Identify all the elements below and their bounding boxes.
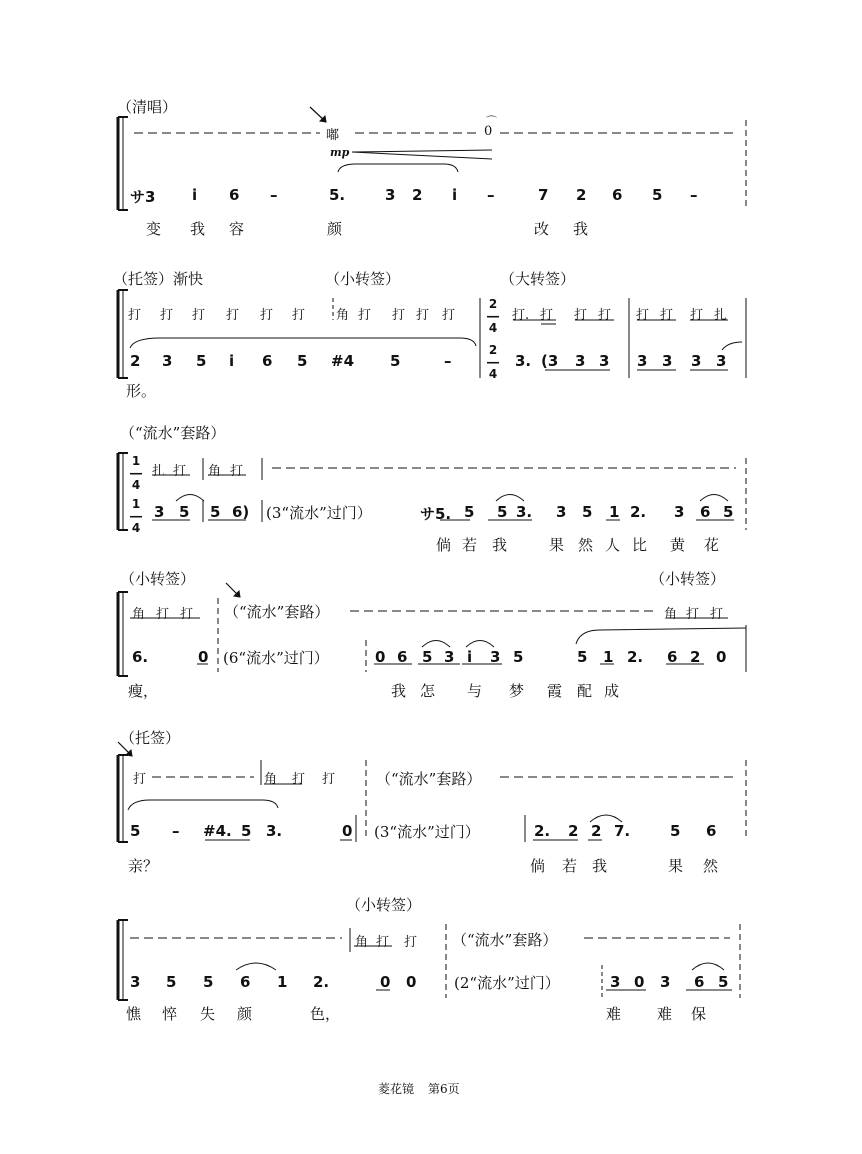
- percussion-syllable: 打: [192, 308, 206, 323]
- note: 5: [422, 648, 433, 666]
- note: i: [192, 186, 198, 204]
- interlude-label: (6“流水”过门）: [223, 649, 329, 667]
- lyric: 与: [467, 682, 483, 700]
- note: 3: [716, 352, 727, 370]
- lyric: 容: [229, 220, 245, 238]
- phrase-slur: [130, 338, 476, 348]
- percussion-syllable: 打: [230, 464, 244, 479]
- note: 2.: [313, 973, 330, 991]
- note: 3: [162, 352, 173, 370]
- note: 6: [706, 822, 717, 840]
- percussion-syllable: 打: [322, 772, 336, 787]
- lyric: 然: [703, 857, 719, 875]
- lyric: 变: [146, 220, 162, 238]
- percussion-syllable: 打: [392, 308, 406, 323]
- note: 0: [375, 648, 386, 666]
- note: 6: [262, 352, 273, 370]
- note: 0: [406, 973, 417, 991]
- note: 5: [723, 503, 734, 521]
- percussion-syllable: 打: [180, 607, 194, 622]
- percussion-syllable: 打: [358, 308, 372, 323]
- note: –: [444, 352, 452, 370]
- note: i: [452, 186, 458, 204]
- lyric: 倘: [436, 536, 452, 554]
- percussion-syllable: 打: [598, 308, 612, 323]
- system-bracket: [118, 453, 128, 530]
- note: 5: [179, 503, 190, 521]
- performance-label: （“流水”套路）: [120, 424, 226, 442]
- percussion-syllable: 打: [376, 935, 390, 950]
- note: 6: [229, 186, 240, 204]
- note: 3: [130, 973, 141, 991]
- note: 3: [154, 503, 165, 521]
- lyric: 倘: [530, 857, 546, 875]
- percussion-syllable: 角: [664, 607, 678, 622]
- percussion-syllable: 打: [160, 308, 174, 323]
- percussion-syllable: 角: [264, 772, 278, 787]
- note: 5: [718, 973, 729, 991]
- tie: [176, 495, 204, 502]
- note: 5: [241, 822, 252, 840]
- note: 0: [634, 973, 645, 991]
- note: 5.: [329, 186, 346, 204]
- note: 3: [599, 352, 610, 370]
- note: 5: [652, 186, 663, 204]
- lyric: 我: [190, 220, 206, 238]
- note: 2.: [630, 503, 647, 521]
- note: #4.: [203, 822, 232, 840]
- note: 3.: [516, 503, 533, 521]
- system-bracket: [118, 920, 128, 1000]
- tie: [722, 342, 742, 350]
- note: 2.: [534, 822, 551, 840]
- time-signature: 1 ― 4: [130, 454, 142, 492]
- note: 5: [464, 503, 475, 521]
- percussion-syllable: 扎: [152, 464, 166, 479]
- lyric: 我: [592, 857, 608, 875]
- percussion-syllable: 打: [260, 308, 274, 323]
- note: 3: [662, 352, 673, 370]
- tie: [590, 815, 622, 822]
- percussion-syllable: 打: [636, 308, 650, 323]
- note: 5: [196, 352, 207, 370]
- performance-label: （清唱）: [117, 98, 178, 116]
- note: 5: [582, 503, 593, 521]
- fermata-icon: ⌒: [486, 115, 497, 128]
- note: 5: [203, 973, 214, 991]
- note: 3: [637, 352, 648, 370]
- percussion-syllable: 打: [686, 607, 700, 622]
- percussion-syllable: 打: [226, 308, 240, 323]
- lyric: 改: [534, 220, 550, 238]
- note: 5: [577, 648, 588, 666]
- lyric: 亲？: [128, 857, 159, 875]
- note: 2: [576, 186, 587, 204]
- phrase-slur: [576, 628, 746, 644]
- note: –: [270, 186, 278, 204]
- percussion-syllable: 打: [690, 308, 704, 323]
- note: 3.: [266, 822, 283, 840]
- crescendo-hairpin: [352, 150, 492, 152]
- percussion-syllable: 打: [574, 308, 588, 323]
- note: 0: [716, 648, 727, 666]
- note: –: [172, 822, 180, 840]
- performance-label: （托签）渐快: [113, 270, 204, 288]
- lyric: 色，: [310, 1005, 341, 1023]
- note: 3: [610, 973, 621, 991]
- percussion-syllable: 打: [173, 464, 187, 479]
- percussion-syllable: 角: [336, 308, 350, 323]
- system-bracket: [118, 592, 128, 676]
- note: 2.: [627, 648, 644, 666]
- percussion-syllable: 打.: [512, 308, 530, 323]
- time-signature: 1 ― 4: [130, 497, 142, 535]
- percussion-syllable: 角: [208, 464, 222, 479]
- interlude-label: (3“流水”过门）: [374, 823, 480, 841]
- lyric: 形。: [126, 382, 157, 400]
- lyric: 配: [577, 682, 593, 700]
- interlude-label: (3“流水”过门）: [266, 504, 372, 522]
- note: #4: [331, 352, 355, 370]
- system-bracket: [118, 755, 128, 842]
- note: 5: [390, 352, 401, 370]
- percussion-syllable: 打: [292, 308, 306, 323]
- note: 5: [497, 503, 508, 521]
- tie: [236, 963, 276, 970]
- lyric: 失: [200, 1005, 216, 1023]
- lyric: 我: [492, 536, 508, 554]
- note: 3.: [515, 352, 532, 370]
- note: 6: [612, 186, 623, 204]
- lyric: 然: [578, 536, 594, 554]
- note: 0: [198, 648, 209, 666]
- percussion-syllable: 打: [404, 935, 418, 950]
- note: 6: [667, 648, 678, 666]
- lyric: 我: [391, 682, 407, 700]
- performance-label: （托签）: [120, 729, 181, 747]
- note: 2: [568, 822, 579, 840]
- lyric: 花: [704, 536, 720, 554]
- percussion-syllable: 角: [355, 935, 369, 950]
- note: 1: [609, 503, 620, 521]
- lyric: 保: [691, 1005, 707, 1023]
- percussion-syllable: 打: [660, 308, 674, 323]
- note: 5: [166, 973, 177, 991]
- percussion-syllable: 打: [710, 607, 724, 622]
- note: 6: [700, 503, 711, 521]
- footer-title: 菱花镜: [378, 1082, 415, 1096]
- lyric: 颜: [237, 1005, 253, 1023]
- tie: [496, 495, 524, 502]
- time-signature: 2 ― 4: [487, 343, 499, 381]
- note: サ5.: [420, 505, 452, 523]
- note: サ3: [130, 188, 156, 206]
- tie: [422, 641, 450, 648]
- lyric: 成: [604, 682, 620, 700]
- note: 5: [210, 503, 221, 521]
- dynamic-marking: mp: [330, 146, 350, 159]
- note: 7.: [614, 822, 631, 840]
- tie: [466, 641, 494, 648]
- lyric: 梦: [509, 682, 525, 700]
- percussion-syllable: 打: [133, 772, 147, 787]
- note: 5: [297, 352, 308, 370]
- note: 2: [591, 822, 602, 840]
- note: –: [690, 186, 698, 204]
- percussion-syllable: 扎: [714, 308, 728, 323]
- performance-label: （小转签）: [346, 896, 422, 914]
- lyric: 我: [573, 220, 589, 238]
- note: i: [229, 352, 235, 370]
- percussion-syllable: 打: [292, 772, 306, 787]
- percussion-syllable: 打: [128, 308, 142, 323]
- time-signature: 2 ― 4: [487, 297, 499, 335]
- note: 3: [444, 648, 455, 666]
- note: 2: [412, 186, 423, 204]
- note: 6: [240, 973, 251, 991]
- note: 2: [690, 648, 701, 666]
- phrase-slur: [128, 800, 278, 810]
- note: 3: [556, 503, 567, 521]
- percussion-syllable: 打: [156, 607, 170, 622]
- lyric: 若: [462, 536, 478, 554]
- performance-label: （小转签）: [120, 570, 196, 588]
- note: 0: [380, 973, 391, 991]
- note: (3: [541, 352, 559, 370]
- pattern-label: （“流水”套路）: [376, 770, 482, 788]
- note: 0: [342, 822, 353, 840]
- performance-label: （大转签）: [500, 270, 576, 288]
- percussion-syllable: 打: [442, 308, 456, 323]
- note: 7: [538, 186, 549, 204]
- pattern-label: （“流水”套路）: [224, 603, 330, 621]
- system-bracket: [118, 290, 128, 378]
- note: 5: [513, 648, 524, 666]
- percussion-syllable: 角: [132, 607, 146, 622]
- note: 1: [603, 648, 614, 666]
- lyric: 果: [549, 536, 565, 554]
- note: 6): [232, 503, 250, 521]
- percussion-rest: 0: [484, 124, 493, 139]
- percussion-syllable: 嘟: [326, 128, 340, 143]
- tie: [700, 495, 728, 502]
- percussion-syllable: 打: [416, 308, 430, 323]
- note: i: [467, 648, 473, 666]
- lyric: 憔: [126, 1005, 142, 1023]
- lyric: 颜: [327, 220, 343, 238]
- lyric: 瘦，: [128, 682, 159, 700]
- note: 3: [385, 186, 396, 204]
- note: 3: [691, 352, 702, 370]
- lyric: 黄: [670, 536, 686, 554]
- lyric: 难: [657, 1005, 673, 1023]
- interlude-label: (2“流水”过门）: [454, 974, 560, 992]
- note: 3: [660, 973, 671, 991]
- note: 6.: [132, 648, 149, 666]
- note: 5: [130, 822, 141, 840]
- note: –: [487, 186, 495, 204]
- system-bracket: [118, 117, 128, 210]
- note: 3: [575, 352, 586, 370]
- note: 3: [490, 648, 501, 666]
- note: 5: [670, 822, 681, 840]
- pattern-label: （“流水”套路）: [452, 931, 558, 949]
- percussion-syllable: 打: [540, 308, 554, 323]
- note: 3: [674, 503, 685, 521]
- lyric: 悴: [162, 1005, 178, 1023]
- tie: [692, 963, 724, 970]
- performance-label: （小转签）: [325, 270, 401, 288]
- note: 6: [397, 648, 408, 666]
- lyric: 人: [605, 536, 621, 554]
- note: 1: [277, 973, 288, 991]
- note: 6: [694, 973, 705, 991]
- lyric: 难: [606, 1005, 622, 1023]
- note: 2: [130, 352, 141, 370]
- lyric: 果: [668, 857, 684, 875]
- phrase-slur: [338, 164, 458, 172]
- performance-label: （小转签）: [650, 570, 726, 588]
- lyric: 比: [632, 536, 648, 554]
- lyric: 若: [562, 857, 578, 875]
- page-number: 第6页: [428, 1082, 460, 1096]
- lyric: 怎: [420, 682, 436, 700]
- lyric: 霞: [547, 682, 563, 700]
